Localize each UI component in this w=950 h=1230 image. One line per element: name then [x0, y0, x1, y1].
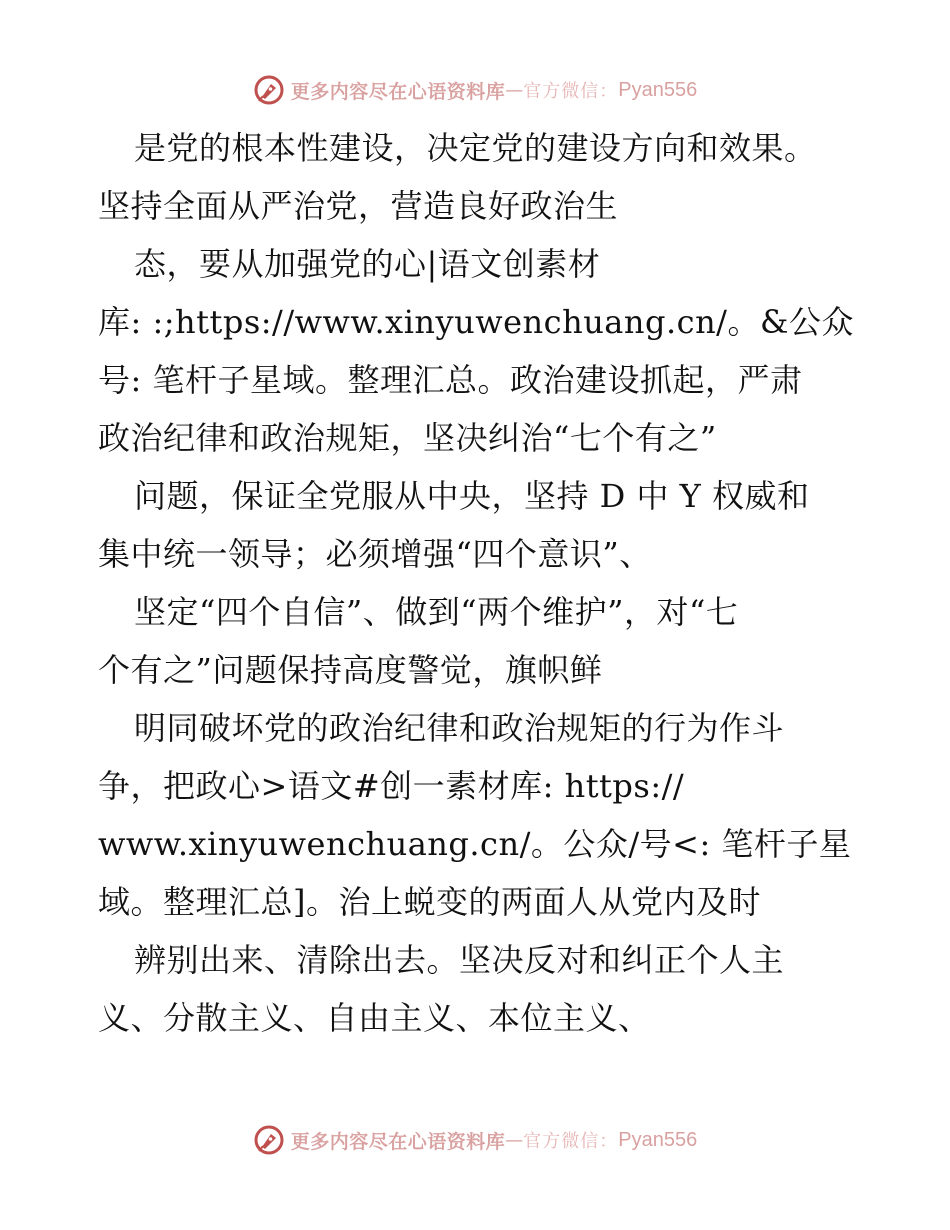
body-line-7: 问题，保证全党服从中央，坚持 D 中 Y 权威和: [134, 477, 810, 515]
pen-nib-logo-icon: [253, 74, 285, 106]
footer-wechat-id: Pyan556: [618, 1128, 698, 1151]
body-line-2: 坚持全面从严治党，营造良好政治生: [98, 187, 619, 225]
header-wechat-label: 官方微信：: [523, 81, 619, 102]
pen-nib-logo-icon: [253, 1124, 285, 1156]
body-line-13: www.xinyuwenchuang.cn/。公众/号<: 笔杆子星: [98, 825, 852, 863]
footer-wechat-label: 官方微信：: [523, 1131, 619, 1152]
header-banner: [0, 70, 950, 110]
header-site-name: 更多内容尽在心语资料库: [290, 80, 506, 103]
body-line-1: 是党的根本性建设，决定党的建设方向和效果。: [134, 129, 817, 167]
header-wechat-id: Pyan556: [618, 78, 698, 101]
body-line-8: 集中统一领导；必须增强“四个意识”、: [98, 535, 652, 573]
body-line-16: 义、分散主义、自由主义、本位主义、: [98, 999, 651, 1037]
body-line-15: 辨别出来、清除出去。坚决反对和纠正个人主: [134, 941, 785, 979]
body-line-5: 号: 笔杆子星域。整理汇总。政治建设抓起，严肃: [98, 361, 803, 399]
footer-banner: [0, 1120, 950, 1160]
body-line-11: 明同破坏党的政治纪律和政治规矩的行为作斗: [134, 709, 785, 747]
header-separator: —: [505, 79, 524, 101]
body-line-14: 域。整理汇总]。治上蜕变的两面人从党内及时: [98, 883, 761, 921]
body-line-3: 态，要从加强党的心|语文创素材: [134, 245, 601, 283]
body-line-12: 争，把政心>语文#创一素材库: https://: [98, 767, 685, 805]
body-line-6: 政治纪律和政治规矩，坚决纠治“七个有之”: [98, 419, 717, 457]
footer-site-name: 更多内容尽在心语资料库: [290, 1130, 506, 1153]
body-line-9: 坚定“四个自信”、做到“两个维护”，对“七: [134, 593, 739, 631]
footer-separator: —: [505, 1129, 524, 1151]
body-line-10: 个有之”问题保持高度警觉，旗帜鲜: [98, 651, 603, 689]
body-line-4: 库: :;https://www.xinyuwenchuang.cn/。&公众: [98, 303, 854, 341]
